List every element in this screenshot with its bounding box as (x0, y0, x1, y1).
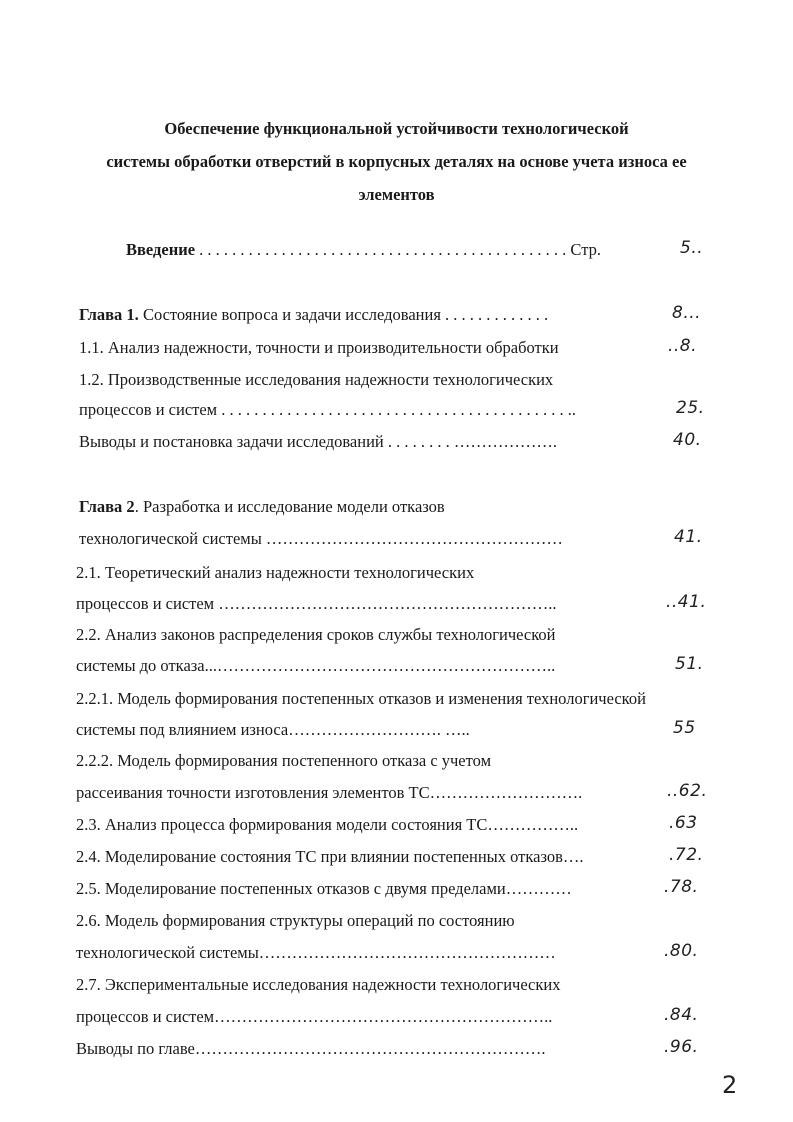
toc-entry-conclusions-2: Выводы по главе………………………………………………………. (76, 1039, 546, 1058)
toc-intro-page: 5.. (680, 238, 704, 258)
toc-2-4-page: .72. (669, 845, 704, 865)
toc-intro-label: Введение (126, 240, 196, 259)
toc-entry-2-2-2-cont: рассеивания точности изготовления элементов ТС………………………. (76, 783, 583, 802)
toc-entry-2-2-cont: системы до отказа...…………………………………………………….. (76, 656, 556, 675)
toc-entry-conclusions-1: Выводы и постановка задачи исследований . . . . . . . . ………………. (79, 432, 557, 451)
toc-entry-2-1: 2.1. Теоретический анализ надежности технологических (76, 563, 475, 582)
toc-entry-2-6: 2.6. Модель формирования структуры операций по состоянию (76, 911, 515, 930)
toc-ch2-text: . Разработка и исследование модели отказов (134, 497, 445, 516)
toc-entry-2-4: 2.4. Моделирование состояния ТС при влиянии постепенных отказов…. (76, 847, 584, 866)
toc-entry-chapter-2 (79, 497, 445, 517)
toc-2-5-page: .78. (664, 877, 699, 897)
toc-conclusions-2-page: .96. (664, 1037, 699, 1057)
toc-2-2-page: 51. (675, 654, 704, 674)
toc-ch1-label: Глава 1. (79, 305, 139, 324)
toc-entry-intro (126, 240, 601, 260)
toc-ch2-label: Глава 2 (79, 497, 135, 516)
toc-1-2-page: 25. (676, 398, 705, 418)
title-line-3: элементов (358, 185, 435, 204)
toc-ch1-text: Состояние вопроса и задачи исследования . . . . . . . . . . . . . (138, 305, 549, 324)
title-line-2: системы обработки отверстий в корпусных деталях на основе учета износа ее (106, 152, 687, 171)
document-title (40, 112, 753, 211)
toc-entry-2-2-2: 2.2.2. Модель формирования постепенного отказа с учетом (76, 751, 492, 770)
toc-1-1-page: ..8. (668, 336, 698, 356)
toc-conclusions-1-page: 40. (673, 430, 702, 450)
toc-2-3-page: .63 (669, 813, 698, 833)
title-line-1: Обеспечение функциональной устойчивости технологической (164, 119, 629, 138)
toc-entry-2-2-1-cont: системы под влиянием износа………………………. ….. (76, 720, 470, 739)
toc-entry-2-2: 2.2. Анализ законов распределения сроков службы технологической (76, 625, 556, 644)
toc-entry-1-1: 1.1. Анализ надежности, точности и производительности обработки (79, 338, 559, 357)
toc-intro-leader: . . . . . . . . . . . . . . . . . . . . . . . . . . . . . . . . . . . . . . . . . . . . . Стр. (195, 240, 601, 259)
toc-entry-2-7: 2.7. Экспериментальные исследования надежности технологических (76, 975, 561, 994)
toc-2-2-1-page: 55 (673, 718, 696, 738)
toc-entry-2-2-1: 2.2.1. Модель формирования постепенных отказов и изменения технологической (76, 689, 646, 708)
toc-entry-1-2: 1.2. Производственные исследования надежности технологических (79, 370, 554, 389)
toc-ch1-page: 8... (672, 303, 702, 323)
toc-entry-2-5: 2.5. Моделирование постепенных отказов с двумя пределами………… (76, 879, 572, 898)
toc-entry-chapter-2-cont: технологической системы ……………………………………………… (79, 529, 563, 548)
toc-entry-chapter-1 (79, 305, 548, 325)
toc-2-7-page: .84. (664, 1005, 699, 1025)
toc-ch2-page: 41. (674, 527, 703, 547)
toc-2-6-page: .80. (664, 941, 699, 961)
toc-2-1-page: ..41. (666, 592, 707, 612)
toc-entry-2-6-cont: технологической системы……………………………………………… (76, 943, 556, 962)
toc-entry-2-1-cont: процессов и систем …………………………………………………….. (76, 594, 557, 613)
toc-entry-1-2-cont: процессов и систем . . . . . . . . . . . . . . . . . . . . . . . . . . . . . . . . . . . . . . . . . . .. (79, 400, 576, 419)
toc-entry-2-3: 2.3. Анализ процесса формирования модели состояния ТС…………….. (76, 815, 579, 834)
page-number: 2 (722, 1071, 738, 1099)
toc-2-2-2-page: ..62. (667, 781, 708, 801)
toc-entry-2-7-cont: процессов и систем…………………………………………………….. (76, 1007, 553, 1026)
